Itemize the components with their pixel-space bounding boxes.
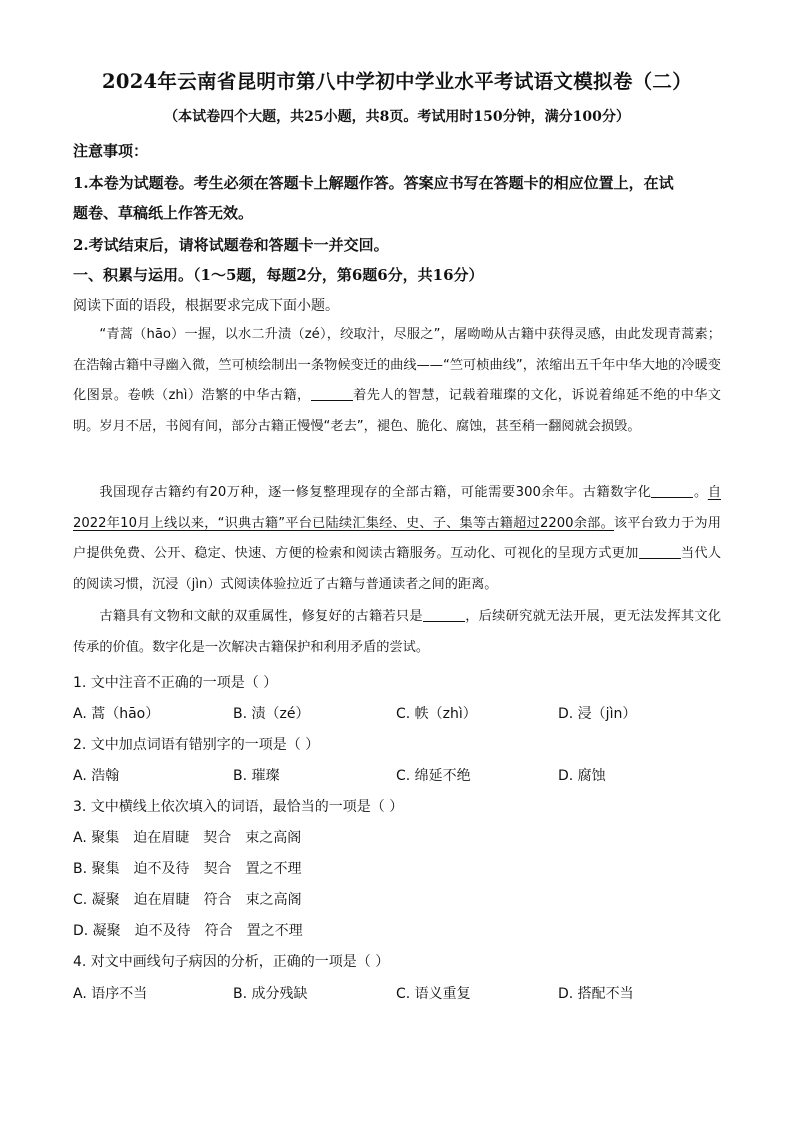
- passage-p2-part-b: 。: [693, 485, 708, 500]
- passage-p2-part-d: 当代人的阅读习惯，沉浸（jìn）式阅读体验拉近了古籍与普通读者之间的距离。: [73, 546, 722, 592]
- passage-p3-part-a: 古籍具有文物和文献的双重属性，修复好的古籍若只是: [99, 609, 423, 624]
- passage-p2-part-c: 该平台致力于为用户提供免费、公开、稳定、快速、方便的检索和阅读古籍服务。互动化、可视化的呈现方式更加: [73, 515, 721, 561]
- question-4-stem: 4. 对文中画线句子病因的分析，正确的一项是（ ）: [73, 954, 390, 970]
- fill-blank-4: [423, 607, 465, 622]
- question-4-option-b[interactable]: B. 成分残缺: [233, 986, 308, 1002]
- notice-heading: 注意事项：: [73, 142, 149, 160]
- question-4-option-c[interactable]: C. 语义重复: [396, 986, 471, 1002]
- exam-title: 2024年云南省昆明市第八中学初中学业水平考试语文模拟卷（二）: [101, 70, 693, 93]
- question-2-stem: 2. 文中加点词语有错别字的一项是（ ）: [73, 737, 320, 753]
- fill-blank-1: [311, 386, 353, 401]
- fill-blank-2: [651, 483, 693, 498]
- exam-subtitle: （本试卷四个大题，共25小题，共8页。考试用时150分钟，满分100分）: [164, 109, 630, 125]
- passage-paragraph-2: [73, 478, 721, 600]
- question-3-option-d[interactable]: D. 凝聚 迫不及待 符合 置之不理: [73, 923, 303, 939]
- question-4-option-d[interactable]: D. 搭配不当: [558, 986, 634, 1002]
- question-2-option-d[interactable]: D. 腐蚀: [558, 768, 606, 784]
- question-3-stem: 3. 文中横线上依次填入的词语，最恰当的一项是（ ）: [73, 799, 404, 815]
- question-2-option-c[interactable]: C. 绵延不绝: [396, 768, 471, 784]
- question-1-stem: 1. 文中注音不正确的一项是（ ）: [73, 675, 278, 691]
- passage-p2-part-a: 我国现存古籍约有20万种，逐一修复整理现存的全部古籍，可能需要300余年。古籍数字化: [99, 485, 652, 500]
- question-1-option-b[interactable]: B. 渍（zé）: [233, 706, 310, 722]
- passage-p1-part-a: “青蒿（hāo）一握，以水二升渍（zé），绞取汁，尽服之”，屠呦呦从古籍中获得灵感，由此发现青蒿素；在浩翰古籍中寻幽入微，竺可桢绘制出一条物候变迁的曲线——“竺可桢曲线”，浓缩出五千年中华大地的冷暖变化图景。卷帙（zhì）浩繁的中华古籍，: [73, 327, 721, 403]
- notice-item-1-line-2: 题卷、草稿纸上作答无效。: [73, 204, 254, 222]
- question-1-option-a[interactable]: A. 蒿（hāo）: [73, 706, 160, 722]
- question-3-option-b[interactable]: B. 聚集 迫不及待 契合 置之不理: [73, 861, 302, 877]
- question-2-option-a[interactable]: A. 浩翰: [73, 768, 120, 784]
- passage-paragraph-3: [73, 602, 721, 663]
- section-1-instruction: 阅读下面的语段，根据要求完成下面小题。: [73, 298, 339, 314]
- notice-item-1-line-1: 1.本卷为试题卷。考生必须在答题卡上解题作答。答案应书写在答题卡的相应位置上，在试: [73, 174, 674, 192]
- question-1-option-d[interactable]: D. 浸（jìn）: [558, 706, 637, 722]
- underlined-sentence: 自2022年10月上线以来，“识典古籍”平台已陆续汇集经、史、子、集等古籍超过2200余部。: [73, 485, 721, 531]
- question-3-option-a[interactable]: A. 聚集 迫在眉睫 契合 束之高阁: [73, 830, 302, 846]
- section-1-heading: 一、积累与运用。（1～5题，每题2分，第6题6分，共16分）: [73, 266, 484, 284]
- question-4-option-a[interactable]: A. 语序不当: [73, 986, 148, 1002]
- question-2-option-b[interactable]: B. 璀璨: [233, 768, 280, 784]
- passage-p3-part-b: ，后续研究就无法开展，更无法发挥其文化传承的价值。数字化是一次解决古籍保护和利用矛盾的尝试。: [73, 609, 722, 655]
- fill-blank-3: [639, 544, 681, 559]
- notice-item-2: 2.考试结束后，请将试题卷和答题卡一并交回。: [73, 236, 389, 254]
- passage-p1-part-b: 着先人的智慧，记载着璀璨的文化，诉说着绵延不绝的中华文明。岁月不居，书阅有间，部分古籍正慢慢“老去”，褪色、脆化、腐蚀，甚至稍一翻阅就会损毁。: [73, 388, 721, 434]
- passage-paragraph-1: [73, 320, 721, 442]
- question-3-option-c[interactable]: C. 凝聚 迫在眉睫 符合 束之高阁: [73, 892, 302, 908]
- question-1-option-c[interactable]: C. 帙（zhì）: [396, 706, 477, 722]
